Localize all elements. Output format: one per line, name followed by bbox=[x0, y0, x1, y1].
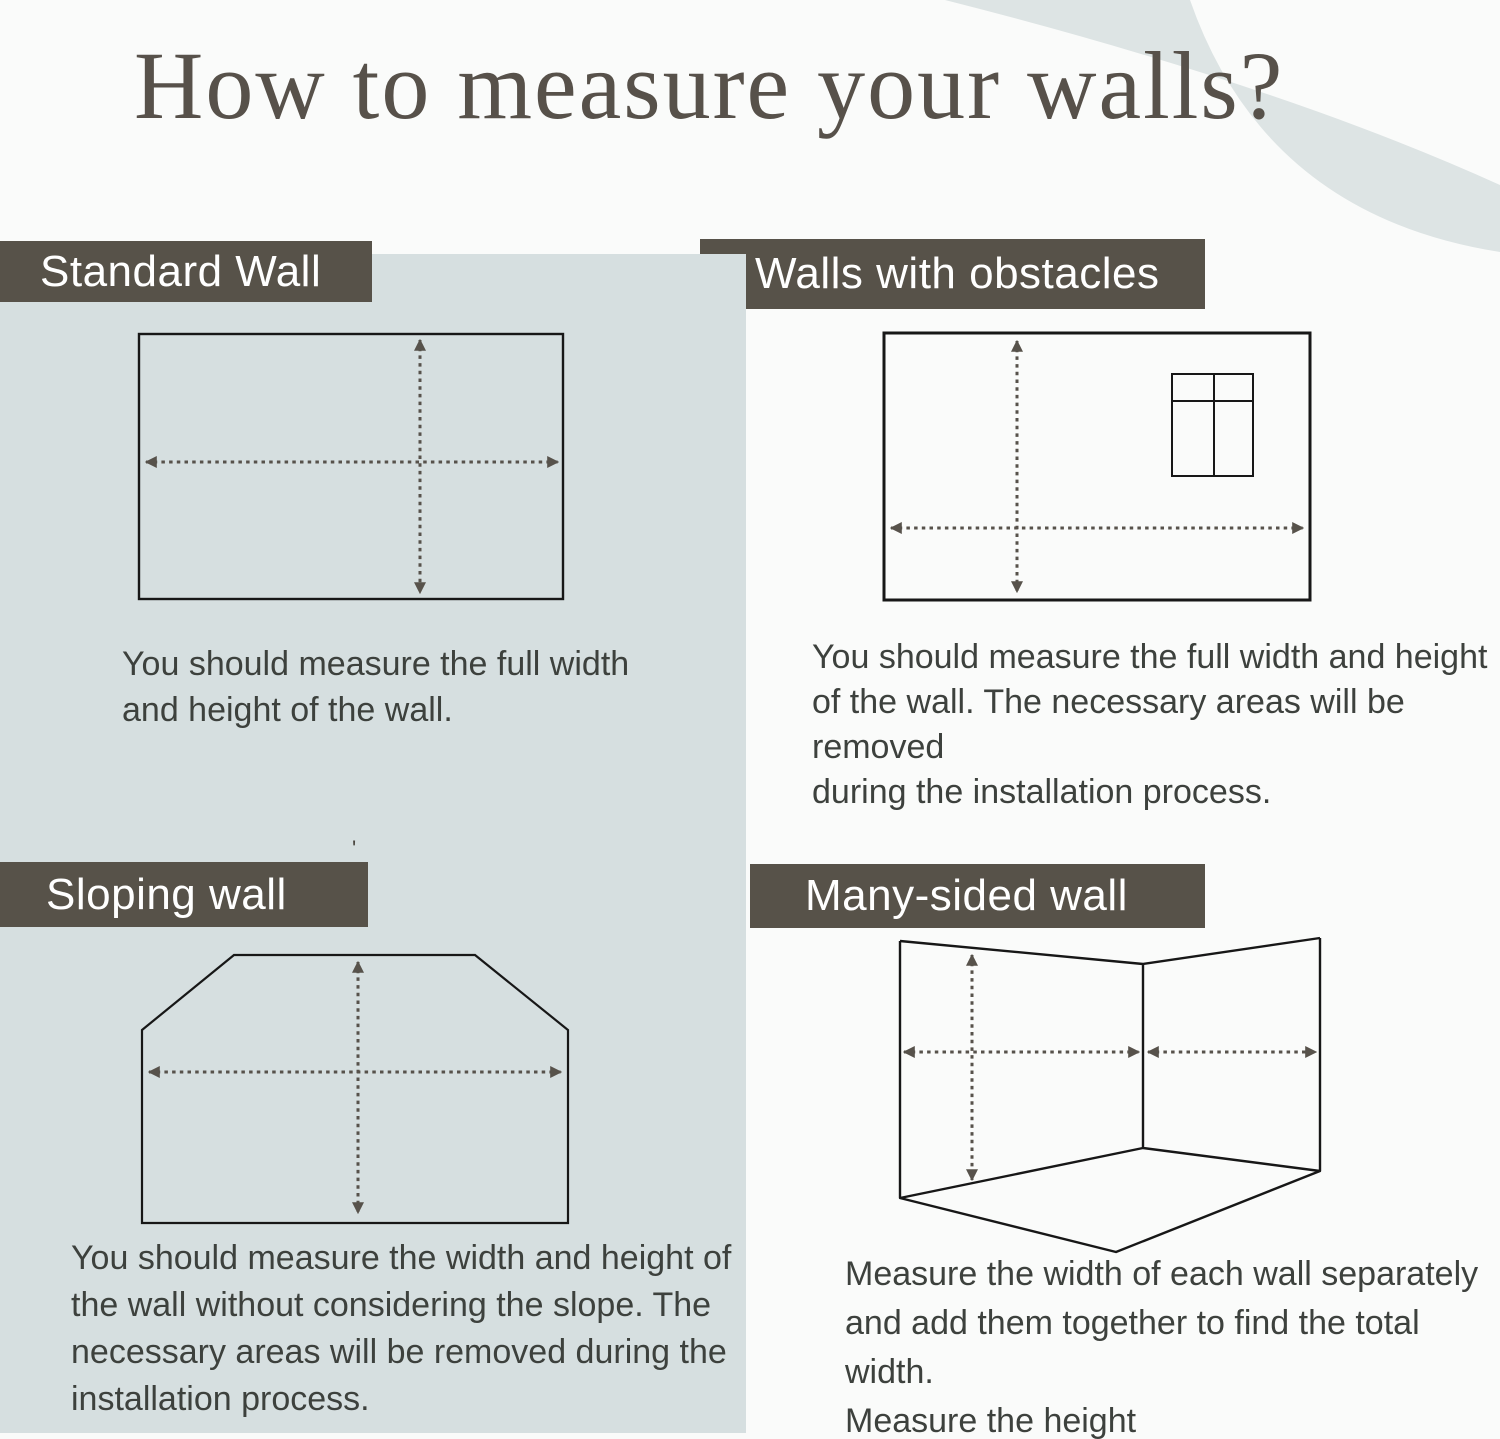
section-header-label: Standard Wall bbox=[40, 246, 322, 296]
section-header-sloping-wall bbox=[0, 862, 368, 927]
section-header-label: Many-sided wall bbox=[805, 871, 1128, 920]
many-sided-wall-description: Measure the width of each wall separately and add them together to find the total width. Measure the height bbox=[845, 1255, 1479, 1439]
section-header-walls-with-obstacles bbox=[700, 239, 1205, 309]
standard-wall-diagram bbox=[137, 331, 567, 603]
standard-wall-description: You should measure the full width and height of the wall. bbox=[122, 645, 630, 729]
walls-with-obstacles-diagram bbox=[882, 331, 1312, 603]
stray-mark: ' bbox=[352, 836, 357, 861]
section-header-label: Sloping wall bbox=[46, 869, 287, 919]
many-sided-wall-diagram bbox=[890, 930, 1330, 1260]
wall-outline bbox=[139, 334, 563, 599]
sloping-wall-diagram bbox=[140, 953, 570, 1225]
page-title: How to measure your walls? bbox=[134, 32, 1285, 139]
window-icon bbox=[1172, 374, 1253, 476]
section-header-label: Walls with obstacles bbox=[755, 249, 1160, 298]
section-header-many-sided-wall bbox=[750, 864, 1205, 928]
sloping-wall-description: You should measure the width and height of the wall without considering the slope. The necessary areas will be removed during the installation process. bbox=[71, 1239, 732, 1418]
walls-with-obstacles-description: You should measure the full width and height of the wall. The necessary areas will be removed during the installation process. bbox=[812, 638, 1488, 811]
corner-walls-outline bbox=[900, 938, 1320, 1252]
wall-outline bbox=[142, 955, 568, 1223]
window-frame bbox=[1172, 374, 1253, 476]
section-header-standard-wall bbox=[0, 241, 372, 302]
